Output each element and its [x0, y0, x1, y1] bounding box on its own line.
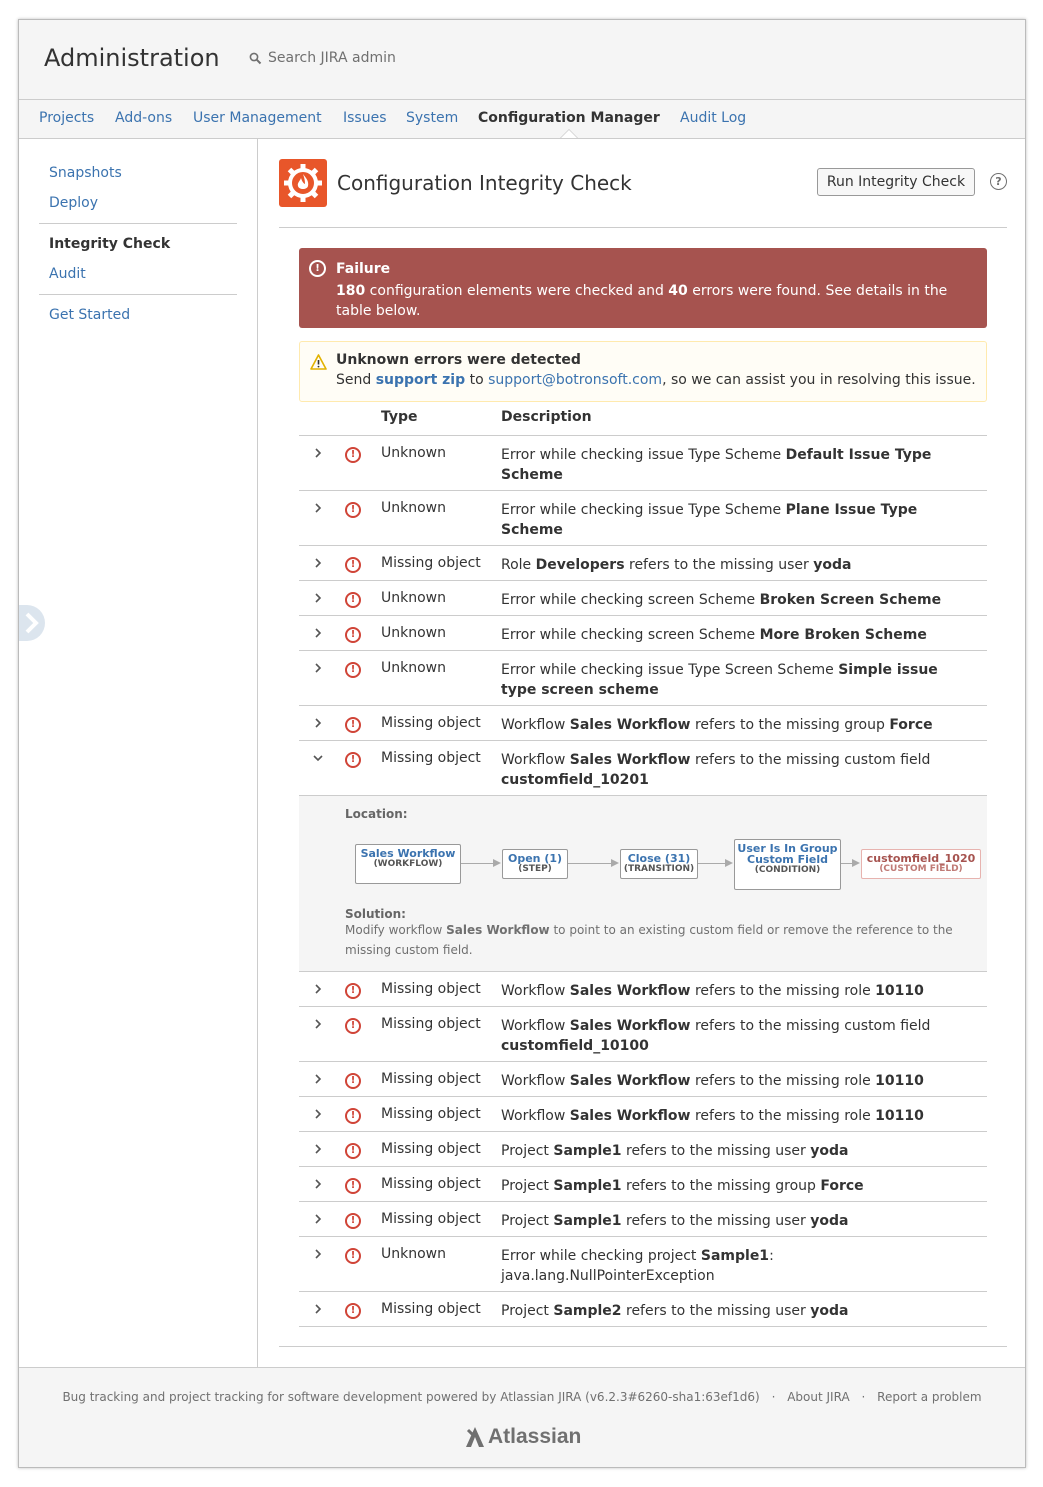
report-problem-link[interactable]: Report a problem	[877, 1390, 982, 1404]
table-row[interactable]	[299, 1096, 987, 1132]
chevron-right-icon[interactable]	[311, 501, 325, 515]
admin-header	[19, 20, 1025, 100]
footer-links: Bug tracking and project tracking for software development powered by Atlassian JIRA (v6.2.3#6260-sha1:63ef1d6) · About JIRA · Report a problem	[62, 1390, 982, 1404]
row-description: Project Sample2 refers to the missing user yoda	[501, 1303, 849, 1319]
table-row[interactable]	[299, 740, 987, 796]
row-description: Project Sample1 refers to the missing user yoda	[501, 1213, 849, 1229]
column-header-description: Description	[501, 409, 592, 425]
title-divider	[279, 227, 1007, 228]
location-node-kind: (STEP)	[518, 864, 552, 874]
chevron-right-icon[interactable]	[311, 556, 325, 570]
chevron-right-icon[interactable]	[311, 446, 325, 460]
location-node-name: User Is In Group Custom Field	[737, 841, 838, 866]
chevron-right-icon[interactable]	[311, 1177, 325, 1191]
row-description: Workflow Sales Workflow refers to the missing group Force	[501, 717, 933, 733]
nav-configuration-manager[interactable]: Configuration Manager	[478, 110, 660, 126]
error-circle-icon: !	[345, 1213, 361, 1229]
exclamation-circle-icon: !	[309, 260, 326, 277]
table-row[interactable]	[299, 435, 987, 491]
row-type: Missing object	[381, 1301, 481, 1317]
nav-audit-log[interactable]: Audit Log	[680, 110, 747, 126]
location-node-kind: (CUSTOM FIELD)	[879, 864, 963, 874]
row-type: Missing object	[381, 1106, 481, 1122]
failure-text: 180 configuration elements were checked and 40 errors were found. See details in the table below.	[336, 283, 948, 319]
table-row[interactable]	[299, 580, 987, 616]
warning-triangle-icon	[310, 354, 327, 370]
row-description: Project Sample1 refers to the missing user yoda	[501, 1143, 849, 1159]
table-row[interactable]	[299, 1236, 987, 1292]
sidebar-collapse-toggle[interactable]	[19, 605, 45, 641]
nav-addons[interactable]: Add-ons	[115, 110, 173, 126]
row-type: Missing object	[381, 1211, 481, 1227]
error-circle-icon: !	[345, 627, 361, 643]
solution-label: Solution:	[345, 907, 406, 921]
warning-message	[299, 341, 987, 402]
chevron-right-icon[interactable]	[311, 982, 325, 996]
solution-text: Modify workflow Sales Workflow to point to an existing custom field or remove the reference to the missing custom field.	[345, 923, 953, 957]
chevron-right-icon[interactable]	[311, 591, 325, 605]
support-email-link[interactable]: support@botronsoft.com	[488, 372, 663, 388]
error-circle-icon: !	[345, 717, 361, 733]
table-row[interactable]	[299, 545, 987, 581]
warning-text: Send support zip to support@botronsoft.com, so we can assist you in resolving this issue.	[336, 372, 976, 388]
admin-search[interactable]	[249, 50, 396, 66]
error-circle-icon: !	[345, 592, 361, 608]
row-description: Error while checking screen Scheme Broken Screen Scheme	[501, 592, 942, 608]
sidebar	[19, 139, 258, 1367]
configuration-manager-logo-icon	[279, 159, 327, 207]
row-description: Project Sample1 refers to the missing group Force	[501, 1178, 864, 1194]
error-circle-icon: !	[345, 1248, 361, 1264]
location-node[interactable]	[355, 844, 461, 884]
search-placeholder[interactable]: Search JIRA admin	[268, 50, 396, 66]
row-description: Error while checking issue Type Scheme Default Issue Type Scheme	[501, 447, 932, 483]
error-circle-icon: !	[345, 1108, 361, 1124]
row-description: Workflow Sales Workflow refers to the missing role 10110	[501, 1108, 924, 1124]
chevron-right-icon[interactable]	[311, 626, 325, 640]
row-type: Missing object	[381, 750, 481, 766]
error-circle-icon: !	[345, 983, 361, 999]
location-node	[861, 849, 981, 879]
row-type: Missing object	[381, 1141, 481, 1157]
table-row[interactable]	[299, 650, 987, 706]
atlassian-logo: Atlassian	[465, 1425, 581, 1449]
sidebar-item-deploy[interactable]: Deploy	[49, 195, 99, 211]
table-row[interactable]	[299, 490, 987, 546]
about-jira-link[interactable]: About JIRA	[787, 1390, 850, 1404]
table-row[interactable]	[299, 971, 987, 1007]
row-description: Workflow Sales Workflow refers to the missing custom field customfield_10201	[501, 752, 931, 788]
error-circle-icon: !	[345, 502, 361, 518]
row-description: Error while checking issue Type Screen Scheme Simple issue type screen scheme	[501, 662, 938, 698]
sidebar-item-snapshots[interactable]: Snapshots	[49, 165, 122, 181]
error-circle-icon: !	[345, 447, 361, 463]
warning-title: Unknown errors were detected	[336, 352, 581, 368]
error-circle-icon: !	[345, 1178, 361, 1194]
chevron-right-icon[interactable]	[311, 1212, 325, 1226]
row-description: Error while checking project Sample1: java.lang.NullPointerException	[501, 1248, 774, 1284]
support-zip-link[interactable]: support zip	[375, 372, 466, 388]
row-details-panel	[299, 795, 987, 972]
nav-system[interactable]: System	[406, 110, 459, 126]
admin-title: Administration	[44, 44, 220, 72]
row-type: Unknown	[381, 1246, 446, 1262]
nav-user-management[interactable]: User Management	[193, 110, 322, 126]
row-description: Workflow Sales Workflow refers to the missing role 10110	[501, 1073, 924, 1089]
search-icon	[249, 52, 262, 65]
chevron-right-icon[interactable]	[311, 1017, 325, 1031]
row-description: Error while checking screen Scheme More Broken Scheme	[501, 627, 927, 643]
location-arrow	[568, 863, 617, 864]
chevron-right-icon	[19, 605, 45, 641]
location-node[interactable]	[734, 839, 841, 890]
sidebar-item-get-started[interactable]: Get Started	[49, 307, 131, 323]
row-description: Workflow Sales Workflow refers to the missing custom field customfield_10100	[501, 1018, 931, 1054]
page-title: Configuration Integrity Check	[337, 171, 632, 195]
chevron-right-icon[interactable]	[311, 661, 325, 675]
nav-issues[interactable]: Issues	[343, 110, 387, 126]
chevron-right-icon[interactable]	[311, 1247, 325, 1261]
chevron-right-icon[interactable]	[311, 1072, 325, 1086]
location-arrow	[461, 863, 499, 864]
column-header-type: Type	[381, 409, 418, 425]
table-row[interactable]	[299, 1061, 987, 1097]
chevron-right-icon[interactable]	[311, 1107, 325, 1121]
atlassian-logo-icon	[465, 1426, 485, 1448]
location-node-name: Close (31)	[627, 852, 691, 865]
row-description: Workflow Sales Workflow refers to the missing role 10110	[501, 983, 924, 999]
footer	[19, 1367, 1025, 1468]
error-circle-icon: !	[345, 557, 361, 573]
error-circle-icon: !	[345, 1303, 361, 1319]
row-type: Missing object	[381, 715, 481, 731]
failure-message	[299, 248, 987, 328]
location-node-kind: (CONDITION)	[754, 864, 821, 875]
chevron-right-icon[interactable]	[311, 1142, 325, 1156]
sidebar-item-integrity-check[interactable]: Integrity Check	[49, 236, 171, 252]
table-row[interactable]	[299, 1291, 987, 1327]
location-node-kind: (WORKFLOW)	[373, 859, 443, 869]
error-circle-icon: !	[345, 662, 361, 678]
sidebar-divider	[39, 223, 237, 224]
row-type: Unknown	[381, 625, 446, 641]
row-type: Unknown	[381, 500, 446, 516]
location-node[interactable]	[620, 849, 698, 879]
nav-projects[interactable]: Projects	[39, 110, 95, 126]
app-window	[18, 19, 1026, 1468]
location-node-kind: (TRANSITION)	[623, 864, 695, 874]
row-type: Missing object	[381, 1176, 481, 1192]
admin-nav	[19, 100, 1025, 139]
sidebar-divider	[39, 294, 237, 295]
table-bottom-border	[299, 1326, 987, 1327]
row-type: Missing object	[381, 981, 481, 997]
row-type: Missing object	[381, 555, 481, 571]
chevron-right-icon[interactable]	[311, 1302, 325, 1316]
row-type: Missing object	[381, 1016, 481, 1032]
row-type: Unknown	[381, 445, 446, 461]
error-circle-icon: !	[345, 1143, 361, 1159]
table-row[interactable]	[299, 1201, 987, 1237]
location-arrow	[698, 863, 731, 864]
row-type: Missing object	[381, 1071, 481, 1087]
failure-title: Failure	[336, 261, 391, 277]
table-row[interactable]	[299, 1006, 987, 1062]
row-type: Unknown	[381, 590, 446, 606]
table-row[interactable]	[299, 1166, 987, 1202]
run-integrity-check-button[interactable]: Run Integrity Check	[817, 168, 975, 196]
location-label: Location:	[345, 807, 408, 821]
sidebar-item-audit[interactable]: Audit	[49, 266, 86, 282]
table-row[interactable]	[299, 615, 987, 651]
table-row[interactable]	[299, 705, 987, 741]
table-row[interactable]	[299, 1131, 987, 1167]
row-description: Role Developers refers to the missing user yoda	[501, 557, 852, 573]
error-circle-icon: !	[345, 752, 361, 768]
location-node-name: customfield_1020	[866, 852, 976, 865]
help-icon[interactable]: ?	[990, 173, 1007, 190]
error-circle-icon: !	[345, 1018, 361, 1034]
row-description: Error while checking issue Type Scheme Plane Issue Type Scheme	[501, 502, 918, 538]
row-type: Unknown	[381, 660, 446, 676]
chevron-down-icon[interactable]	[311, 751, 325, 765]
location-node-name: Sales Workflow	[360, 847, 456, 860]
content-bottom-divider	[279, 1346, 1007, 1347]
error-circle-icon: !	[345, 1073, 361, 1089]
chevron-right-icon[interactable]	[311, 716, 325, 730]
location-node-name: Open (1)	[507, 852, 563, 865]
location-arrow	[841, 863, 858, 864]
location-node[interactable]	[502, 849, 568, 879]
footer-powered-by: Bug tracking and project tracking for software development powered by Atlassian JIRA (v6.2.3#6260-sha1:63ef1d6)	[62, 1390, 760, 1404]
